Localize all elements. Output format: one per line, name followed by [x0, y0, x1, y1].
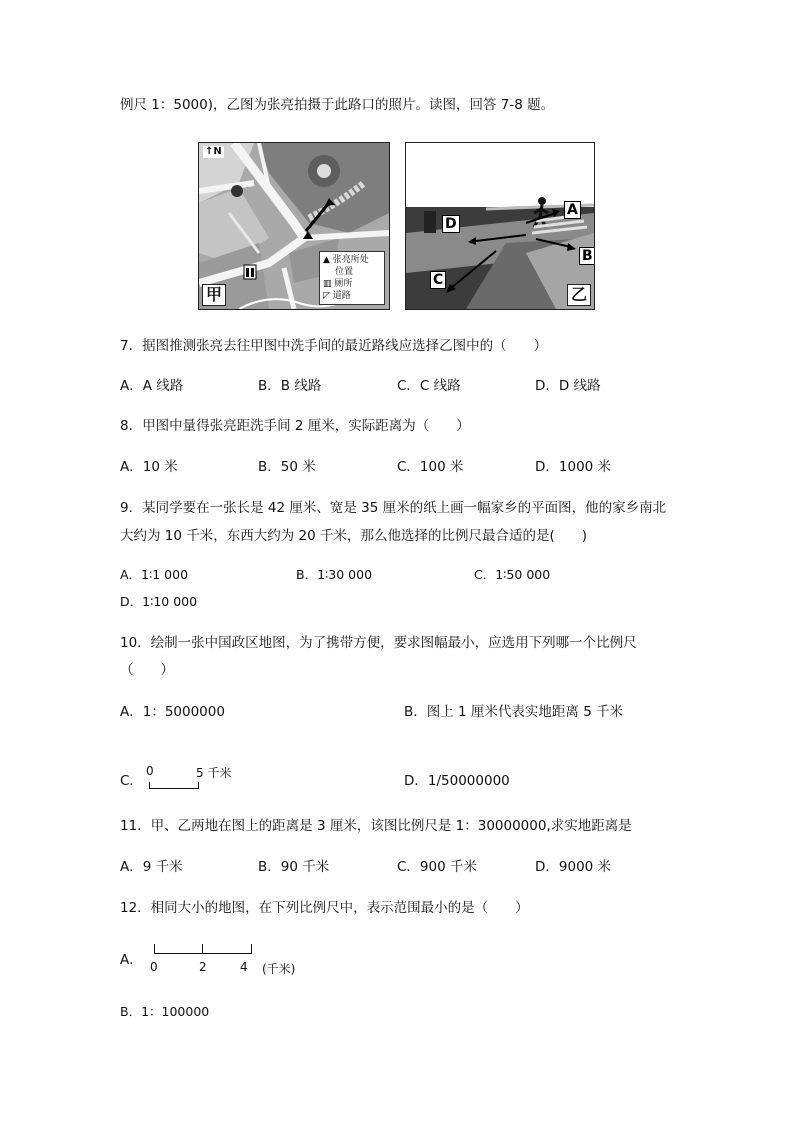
- q12-stem: 12．相同大小的地图，在下列比例尺中，表示范围最小的是（ ）: [120, 900, 529, 916]
- q10-stem-line2: （ ）: [120, 662, 174, 678]
- route-a-label: A: [564, 201, 581, 219]
- q11-stem: 11．甲、乙两地在图上的距离是 3 厘米，该图比例尺是 1：30000000,求实地距离是: [120, 818, 632, 834]
- q11-option-a: A．9 千米: [120, 859, 183, 875]
- q7-option-a: A．A 线路: [120, 378, 184, 394]
- scalebar-tick-4: 4: [240, 960, 248, 974]
- figure-yi-photo: [405, 142, 595, 310]
- q7-option-d: D．D 线路: [535, 378, 601, 394]
- scalebar-tick-0: 0: [150, 960, 158, 974]
- figure-jia-map: [198, 142, 390, 310]
- intro-text: 例尺 1：5000)，乙图为张亮拍摄于此路口的照片。读图，回答 7-8 题。: [120, 97, 555, 113]
- q9-option-a: A．1∶1 000: [120, 567, 189, 582]
- q9-stem-line1: 9．某同学要在一张长是 42 厘米、宽是 35 厘米的纸上画一幅家乡的平面图，他的家乡南北: [120, 500, 667, 516]
- north-arrow-icon: ↑N: [205, 146, 222, 157]
- route-c-label: C: [430, 271, 446, 289]
- q9-option-c: C．1∶50 000: [474, 567, 551, 582]
- q12-option-b: B．1：100000: [120, 1004, 210, 1019]
- toilet-icon: ▥: [323, 279, 332, 289]
- position-triangle-icon: ▲: [323, 255, 330, 265]
- q10-option-d: D．1/50000000: [404, 773, 510, 789]
- q9-stem-line2: 大约为 10 千米，东西大约为 20 千米，那么他选择的比例尺最合适的是( ): [120, 528, 588, 544]
- legend-position-line1: 张亮所处: [332, 255, 369, 265]
- map-legend: [319, 251, 385, 305]
- figure-yi-label: 乙: [567, 284, 591, 306]
- legend-road: 道路: [332, 291, 351, 301]
- q11-option-b: B．90 千米: [258, 859, 330, 875]
- north-label: N: [213, 146, 222, 157]
- q11-option-c: C．900 千米: [397, 859, 477, 875]
- scalebar-zero: 0: [146, 764, 154, 778]
- q10-stem-line1: 10．绘制一张中国政区地图，为了携带方便，要求图幅最小，应选用下列哪一个比例尺: [120, 635, 637, 651]
- scalebar-tick-2: 2: [199, 960, 207, 974]
- q7-option-c: C．C 线路: [397, 378, 461, 394]
- q8-option-a: A．10 米: [120, 459, 178, 475]
- q10-option-a: A．1：5000000: [120, 704, 225, 720]
- q9-option-b: B．1∶30 000: [296, 567, 373, 582]
- q7-option-b: B．B 线路: [258, 378, 322, 394]
- q12-option-a-prefix: A．: [120, 952, 143, 968]
- legend-position-line2: 位置: [335, 267, 354, 277]
- route-b-label: B: [579, 247, 595, 265]
- legend-toilet: 厕所: [334, 279, 353, 289]
- figure-jia-label: 甲: [202, 284, 226, 306]
- route-d-label: D: [442, 215, 460, 233]
- q11-option-d: D．9000 米: [535, 859, 612, 875]
- q12-option-a-scalebar: [150, 940, 320, 980]
- q8-option-d: D．1000 米: [535, 459, 612, 475]
- q9-option-d: D．1∶10 000: [120, 594, 198, 609]
- q10-option-c-scalebar: [146, 764, 246, 794]
- road-icon: ◸: [323, 291, 330, 301]
- q10-option-b: B．图上 1 厘米代表实地距离 5 千米: [404, 704, 624, 720]
- scalebar-value: 5 千米: [196, 766, 232, 780]
- q10-option-c-prefix: C．: [120, 773, 143, 789]
- q8-stem: 8．甲图中量得张亮距洗手间 2 厘米，实际距离为（ ）: [120, 418, 470, 434]
- q7-stem: 7．据图推测张亮去往甲图中洗手间的最近路线应选择乙图中的（ ）: [120, 338, 548, 354]
- q8-option-c: C．100 米: [397, 459, 464, 475]
- scalebar-unit: (千米): [262, 962, 296, 976]
- q8-option-b: B．50 米: [258, 459, 316, 475]
